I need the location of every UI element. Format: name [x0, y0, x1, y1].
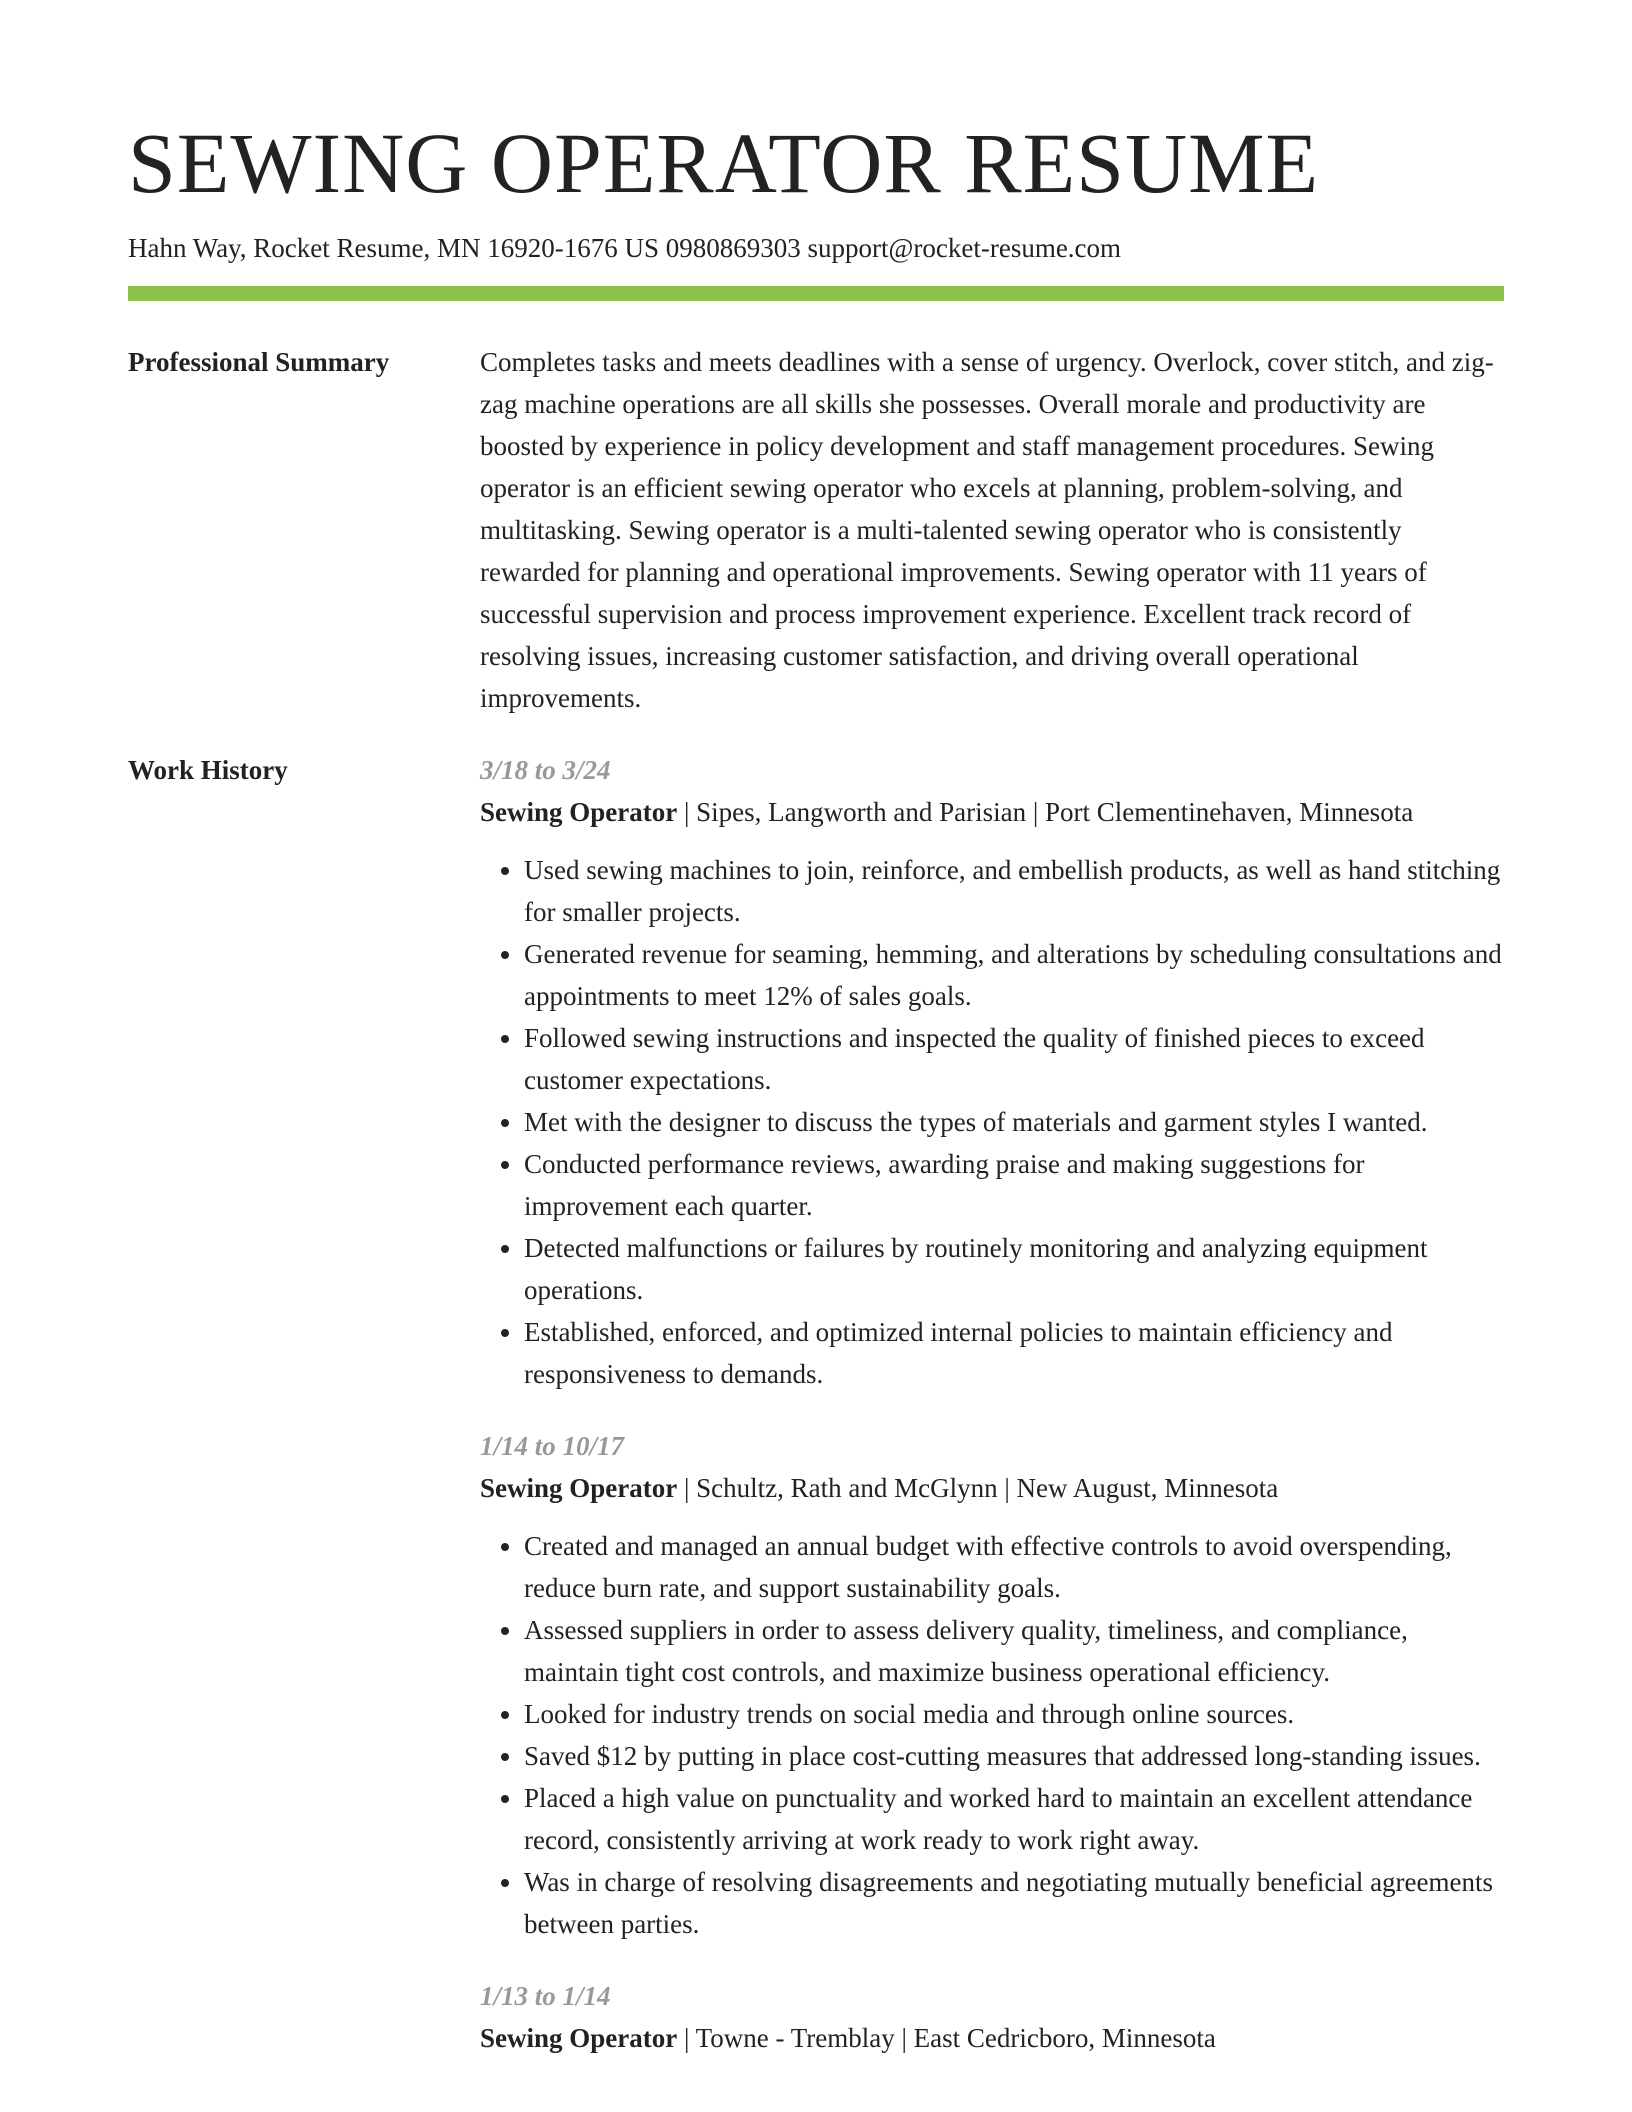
- job-bullet: • Followed sewing instructions and inspected the quality of finished pieces to exceed customer expectations.: [524, 1017, 1504, 1101]
- accent-divider: [128, 286, 1504, 301]
- job-bullet: • Met with the designer to discuss the types of materials and garment styles I wanted.: [524, 1101, 1504, 1143]
- job-bullet: • Placed a high value on punctuality and worked hard to maintain an excellent attendance record, consistently arriving at work ready to work right away.: [524, 1777, 1504, 1861]
- job-entry: [480, 1975, 1504, 2059]
- job-title: Sewing Operator: [480, 1473, 678, 1504]
- work-history-section: [128, 749, 1504, 2089]
- resume-title: SEWING OPERATOR RESUME: [128, 115, 1320, 211]
- job-bullet: • Was in charge of resolving disagreements and negotiating mutually beneficial agreements between parties.: [524, 1861, 1504, 1945]
- job-company: Sipes, Langworth and Parisian: [696, 797, 1027, 828]
- contact-line: Hahn Way, Rocket Resume, MN 16920-1676 US 0980869303 support@rocket-resume.com: [128, 233, 1122, 263]
- job-bullet: • Created and managed an annual budget with effective controls to avoid overspending, reduce burn rate, and support sustainability goals.: [524, 1525, 1504, 1609]
- job-separator: |: [894, 2023, 914, 2054]
- job-bullet: • Saved $12 by putting in place cost-cutting measures that addressed long-standing issues.: [524, 1735, 1504, 1777]
- job-bullet: • Generated revenue for seaming, hemming, and alterations by scheduling consultations and appointments to meet 12% of sales goals.: [524, 933, 1504, 1017]
- job-header-line: [480, 1467, 1504, 1509]
- job-location: New August, Minnesota: [1016, 1473, 1279, 1504]
- summary-body: [480, 341, 1504, 719]
- job-bullet: • Looked for industry trends on social media and through online sources.: [524, 1693, 1504, 1735]
- job-company: Towne - Tremblay: [695, 2023, 895, 2054]
- job-header-line: [480, 2017, 1504, 2059]
- job-header-line: [480, 791, 1504, 833]
- job-separator: |: [677, 797, 697, 828]
- job-bullet-list: [480, 1525, 1504, 1945]
- job-dates: 3/18 to 3/24: [480, 755, 611, 786]
- job-separator: |: [997, 1473, 1017, 1504]
- job-entry: [480, 749, 1504, 1395]
- job-title: Sewing Operator: [480, 797, 678, 828]
- work-history-body: [480, 749, 1504, 2089]
- summary-section: [128, 341, 1504, 719]
- job-separator: |: [677, 2023, 696, 2054]
- job-dates: 1/13 to 1/14: [480, 1981, 611, 2012]
- summary-label: Professional Summary: [128, 347, 390, 378]
- job-title: Sewing Operator: [480, 2023, 678, 2054]
- job-bullet: • Conducted performance reviews, awarding praise and making suggestions for improvement each quarter.: [524, 1143, 1504, 1227]
- job-separator: |: [677, 1473, 697, 1504]
- job-bullet-list: [480, 849, 1504, 1395]
- job-entry: [480, 1425, 1504, 1945]
- resume-page: [128, 115, 1504, 2089]
- work-history-label: Work History: [128, 755, 288, 786]
- job-location: East Cedricboro, Minnesota: [913, 2023, 1216, 2054]
- job-bullet: • Established, enforced, and optimized internal policies to maintain efficiency and responsiveness to demands.: [524, 1311, 1504, 1395]
- job-bullet: • Assessed suppliers in order to assess delivery quality, timeliness, and compliance, maintain tight cost controls, and maximize business operational efficiency.: [524, 1609, 1504, 1693]
- job-bullet: • Used sewing machines to join, reinforce, and embellish products, as well as hand stitching for smaller projects.: [524, 849, 1504, 933]
- job-dates: 1/14 to 10/17: [480, 1431, 625, 1462]
- job-separator: |: [1026, 797, 1045, 828]
- summary-text: Completes tasks and meets deadlines with a sense of urgency. Overlock, cover stitch, and zig-zag machine operations are all skills she possesses. Overall morale and productivity are boosted by experience in policy development and staff management procedures. Sewing operator is an efficient sewing operator who excels at planning, problem-solving, and multitasking. Sewing operator is a multi-talented sewing operator who is consistently rewarded for planning and operational improvements. Sewing operator with 11 years of successful supervision and process improvement experience. Excellent track record of resolving issues, increasing customer satisfaction, and driving overall operational improvements.: [480, 347, 1494, 714]
- job-bullet: • Detected malfunctions or failures by routinely monitoring and analyzing equipment operations.: [524, 1227, 1504, 1311]
- job-location: Port Clementinehaven, Minnesota: [1045, 797, 1414, 828]
- job-company: Schultz, Rath and McGlynn: [696, 1473, 998, 1504]
